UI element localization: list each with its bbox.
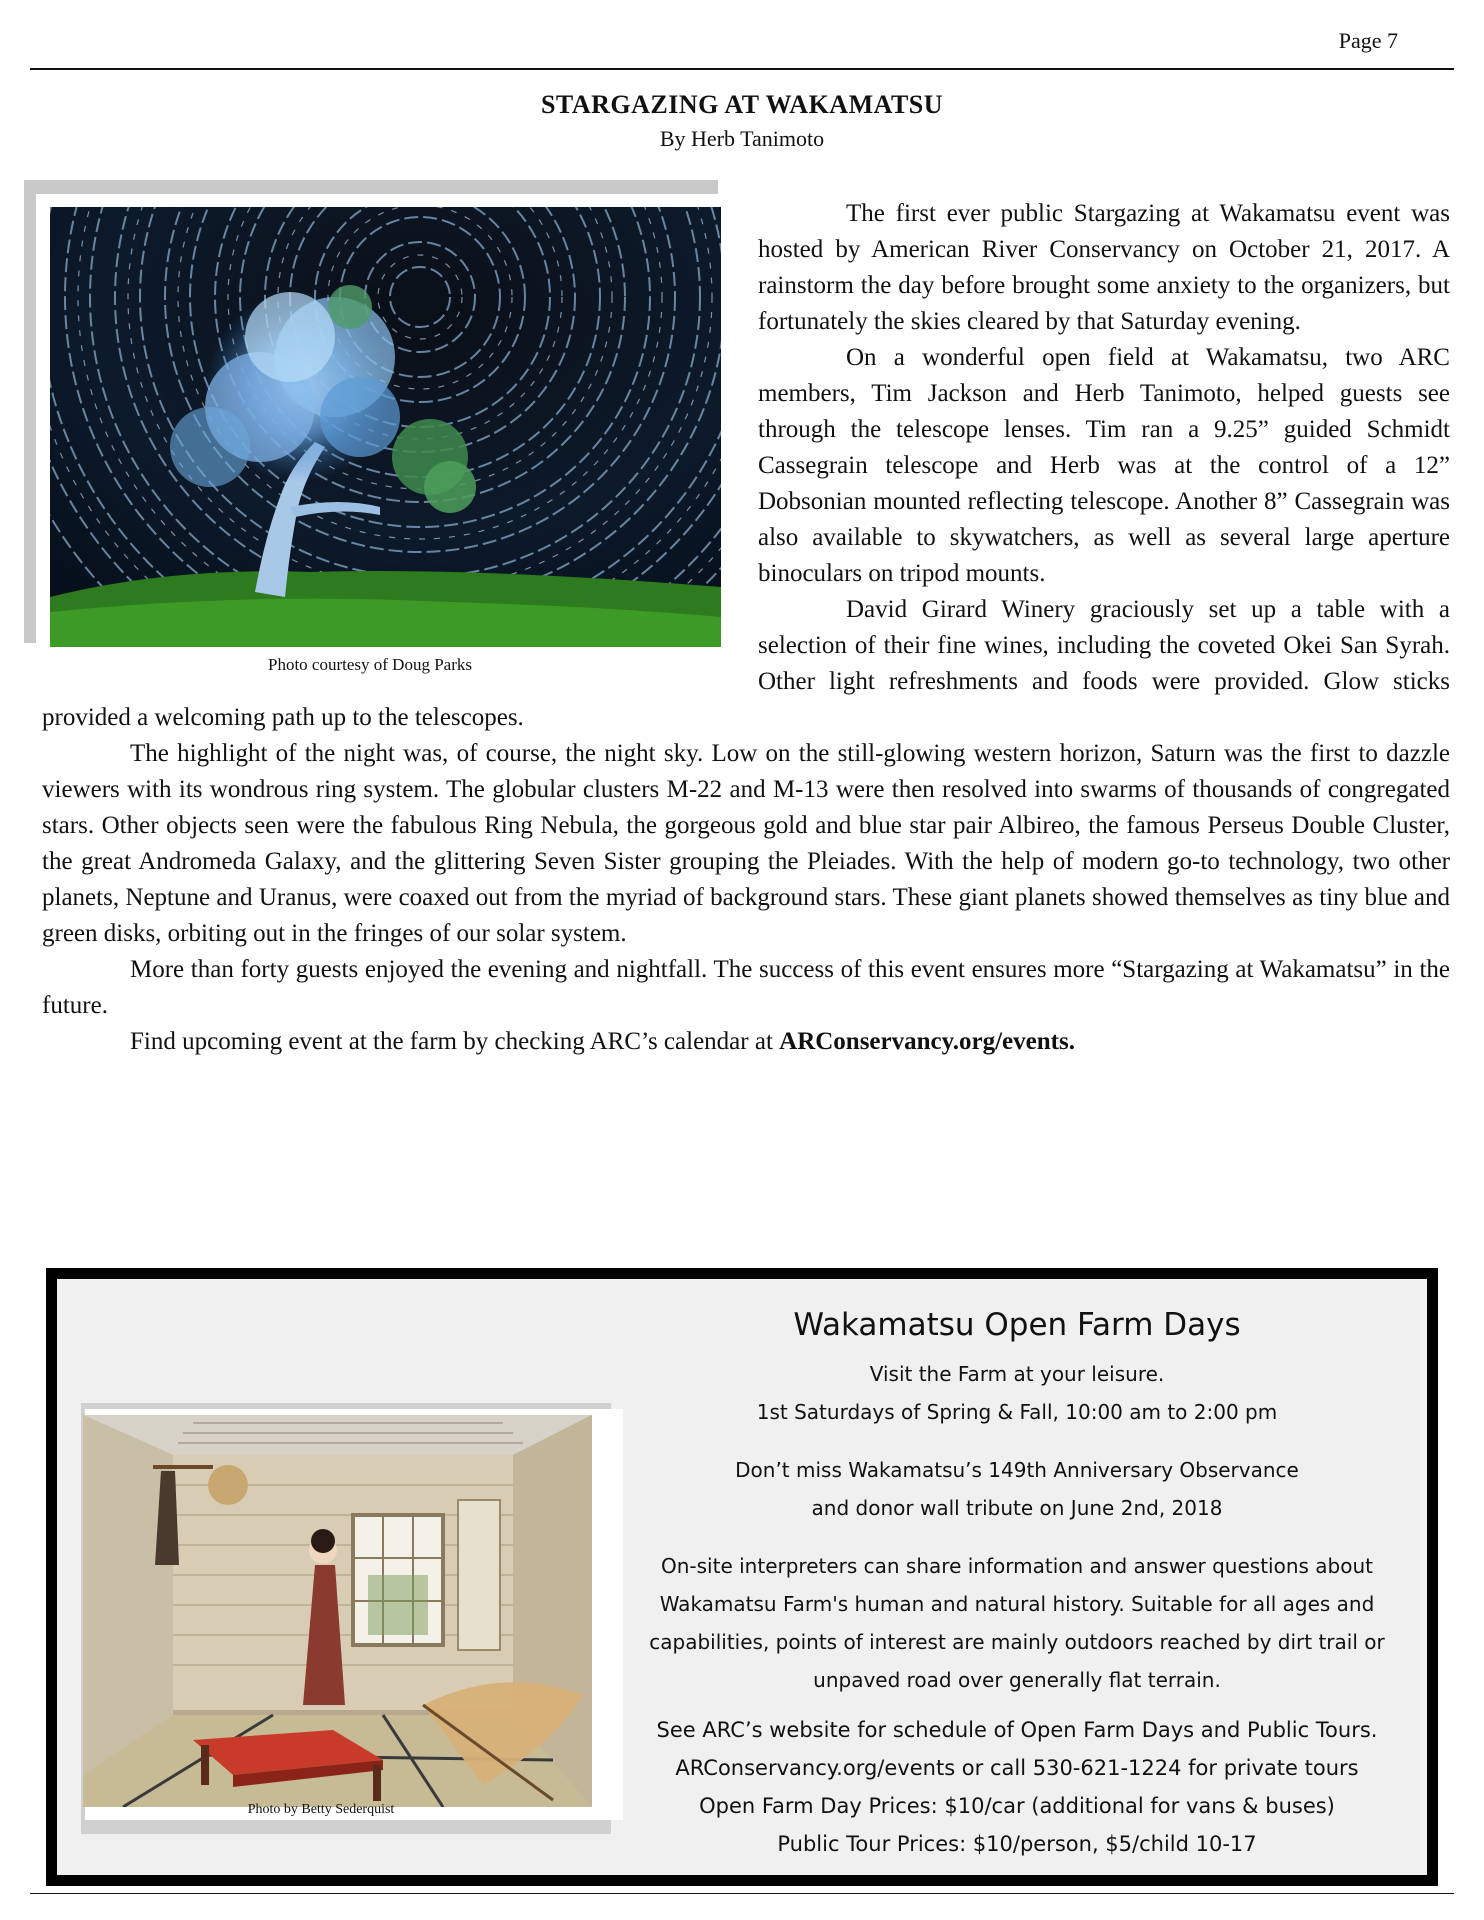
open-farm-days-title: Wakamatsu Open Farm Days bbox=[793, 1307, 1241, 1343]
article-paragraph-4: The highlight of the night was, of course, the night sky. Low on the still-glowing western horizon, Saturn was the first to dazzle viewers with its wondrous ring system. The globular clusters M-22 and M-13 were then resolved into swarms of thousands of congregated stars. Other objects seen were the fabulous Ring Nebula, the gorgeous gold and blue star pair Albireo, the famous Perseus Double Cluster, the great Andromeda Galaxy, and the glittering Seven Sister grouping the Pleiades. With the help of modern go-to technology, two other planets, Neptune and Uranus, were coaxed out from the myriad of background stars. These giant planets showed themselves as tiny blue and green disks, orbiting out in the fringes of our solar system. bbox=[42, 740, 1450, 947]
farm-line: capabilities, points of interest are mainly outdoors reached by dirt trail or bbox=[649, 1630, 1385, 1654]
farm-gap bbox=[627, 1431, 1407, 1451]
footer-rule bbox=[30, 1893, 1454, 1894]
farm-line: On-site interpreters can share information and answer questions about bbox=[661, 1554, 1373, 1578]
article-title: STARGAZING AT WAKAMATSU bbox=[540, 90, 944, 119]
farmhouse-interior-photo bbox=[83, 1415, 592, 1807]
calendar-text: Find upcoming event at the farm by checking ARC’s calendar at bbox=[130, 1028, 780, 1055]
article-byline: By Herb Tanimoto bbox=[659, 126, 825, 151]
header-rule bbox=[30, 68, 1454, 70]
events-link[interactable]: ARConservancy.org/events. bbox=[779, 1028, 1075, 1055]
farm-line: See ARC’s website for schedule of Open Farm Days and Public Tours. bbox=[656, 1718, 1378, 1742]
farm-line: Wakamatsu Farm's human and natural history. Suitable for all ages and bbox=[659, 1592, 1375, 1616]
article-paragraph-6 bbox=[42, 1024, 1450, 1060]
farm-gap bbox=[627, 1527, 1407, 1547]
article-paragraph-1: The first ever public Stargazing at Wakamatsu event was hosted by American River Conservancy on October 21, 2017. A rainstorm the day before brought some anxiety to the organizers, but fortunately the skies cleared by that Saturday evening. bbox=[758, 200, 1450, 335]
photo-caption-betty-sederquist: Photo by Betty Sederquist bbox=[247, 1802, 395, 1817]
photo-caption-doug-parks: Photo courtesy of Doug Parks bbox=[268, 655, 472, 674]
page-number: Page 7 bbox=[1338, 28, 1398, 53]
article-paragraph-2: On a wonderful open field at Wakamatsu, two ARC members, Tim Jackson and Herb Tanimoto, helped guests see through the telescope lenses. Tim ran a 9.25” guided Schmidt Cassegrain telescope and Herb was at the control of a 12” Dobsonian mounted reflecting telescope. Another 8” Cassegrain was also available to skywatchers, as well as several large aperture binoculars on tripod mounts. bbox=[758, 344, 1450, 587]
photo-float-spacer bbox=[42, 196, 758, 674]
farmhouse-interior-image bbox=[83, 1415, 592, 1807]
farm-line: Don’t miss Wakamatsu’s 149th Anniversary Observance bbox=[735, 1458, 1299, 1482]
article-paragraph-5: More than forty guests enjoyed the evening and nightfall. The success of this event ensures more “Stargazing at Wakamatsu” in the future. bbox=[42, 956, 1450, 1019]
farm-line: 1st Saturdays of Spring & Fall, 10:00 am to 2:00 pm bbox=[756, 1400, 1278, 1424]
farm-line: Visit the Farm at your leisure. bbox=[869, 1362, 1165, 1386]
farm-line: unpaved road over generally flat terrain. bbox=[813, 1668, 1221, 1692]
open-farm-days-box bbox=[46, 1268, 1438, 1886]
farm-line: Open Farm Day Prices: $10/car (additional for vans & buses) bbox=[699, 1794, 1335, 1818]
farm-line: and donor wall tribute on June 2nd, 2018 bbox=[811, 1496, 1223, 1520]
article-paragraph-3: David Girard Winery graciously set up a table with a selection of their fine wines, including the coveted Okei San Syrah. Other light refreshments and foods were provided. Glow sticks provided a welcoming path up to the telescopes. bbox=[42, 596, 1450, 731]
article-body bbox=[42, 196, 1450, 1060]
open-farm-days-text bbox=[627, 1301, 1407, 1863]
farm-gap bbox=[627, 1699, 1407, 1711]
farm-line: ARConservancy.org/events or call 530-621-1224 for private tours bbox=[675, 1756, 1359, 1780]
farm-line: Public Tour Prices: $10/person, $5/child 10-17 bbox=[777, 1832, 1257, 1856]
